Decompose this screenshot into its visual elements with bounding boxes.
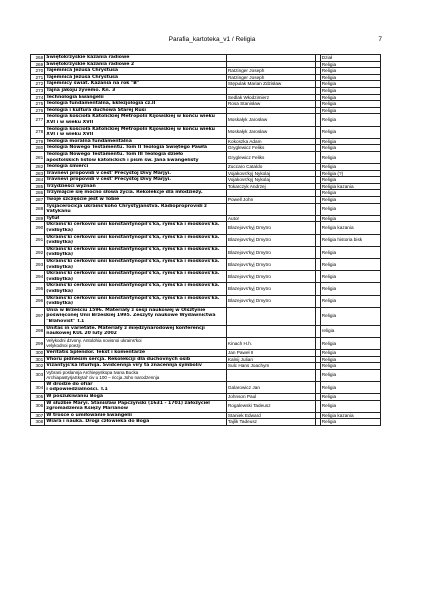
- book-title: [45, 394, 227, 401]
- book-title: [45, 400, 227, 412]
- book-title: [45, 177, 227, 184]
- book-title-line: Twoje szczęście jest w Tobie: [46, 197, 120, 203]
- book-category: Religia: [320, 94, 380, 101]
- book-title-line: (vidbytka): [46, 288, 74, 294]
- book-title: [45, 363, 227, 370]
- row-number: 274: [31, 94, 45, 101]
- row-number: 291: [31, 234, 45, 246]
- table-row: [31, 222, 381, 234]
- book-title: [45, 68, 227, 75]
- book-title-line: apostolskich listów katolickich i pism św. Jana Ewangelisty: [46, 157, 199, 163]
- table-row: [31, 394, 381, 401]
- book-title: [45, 349, 227, 356]
- catalog-table: [30, 54, 381, 426]
- book-title-line: Teologia moralna fundamentalna: [46, 138, 132, 144]
- book-title-line: Teologia Nowego Testamentu. Tom II Teologia Świętego Pawła: [46, 145, 207, 151]
- book-author: Moskałyk Jarosław: [226, 126, 315, 138]
- book-author: Galarowicz Jan: [226, 381, 315, 393]
- row-number: 285: [31, 183, 45, 190]
- book-title: [45, 170, 227, 177]
- book-category: Religia: [320, 419, 380, 426]
- row-number: 305: [31, 394, 45, 401]
- book-title: [45, 107, 227, 114]
- row-number: 308: [31, 419, 45, 426]
- book-title-line: W poszukiwaniu Boga: [46, 394, 104, 400]
- book-category: Religia: [320, 203, 380, 215]
- row-number: 284: [31, 177, 45, 184]
- book-category: Religia historia bisk: [320, 234, 380, 246]
- book-category: Religia: [320, 307, 380, 325]
- row-number: 287: [31, 197, 45, 204]
- row-number: 294: [31, 271, 45, 283]
- book-category: Religia kazania: [320, 183, 380, 190]
- table-row: [31, 107, 381, 114]
- book-category: Religia: [320, 215, 380, 222]
- book-title-line: Teologia śmierci: [46, 164, 89, 170]
- book-title: [45, 307, 227, 325]
- row-number: 306: [31, 400, 45, 412]
- book-title-line: "Blahovist" T.1: [46, 318, 85, 324]
- book-author: Kinach H.h.: [226, 337, 315, 349]
- book-category: Religia (?): [320, 170, 380, 177]
- table-row: [31, 203, 381, 215]
- book-category: Religia: [320, 74, 380, 81]
- book-title-line: XVI i w wieku XVII: [46, 132, 94, 138]
- book-category: Religia: [320, 107, 380, 114]
- row-number: 281: [31, 151, 45, 163]
- book-title: [45, 101, 227, 108]
- table-row: [31, 295, 381, 307]
- book-category: Religia: [320, 381, 380, 393]
- row-number: 299: [31, 337, 45, 349]
- table-row: [31, 94, 381, 101]
- book-title-line: (vidbytka): [46, 301, 74, 307]
- book-category: Religia: [320, 114, 380, 126]
- table-row: [31, 151, 381, 163]
- book-title: [45, 356, 227, 363]
- book-title: [45, 412, 227, 419]
- table-row: [31, 164, 381, 171]
- row-number: 286: [31, 190, 45, 197]
- book-category: Dział: [320, 55, 380, 62]
- book-category: Religia: [320, 190, 380, 197]
- page-header: [0, 36, 424, 48]
- book-title-line: Vybrani poslannja Archiepyskopa Ivana Bucka: [46, 369, 139, 375]
- book-title-line: velykodnoi poezji: [46, 343, 81, 349]
- book-author: Blazejovs'kyj Dmytro: [226, 259, 315, 271]
- table-row: [31, 170, 381, 177]
- book-category: Religia: [320, 101, 380, 108]
- book-author: Blazejovs'kyj Dmytro: [226, 246, 315, 258]
- table-row: [31, 197, 381, 204]
- book-title: [45, 259, 227, 271]
- book-author: Blazejovs'kyj Dmytro: [226, 271, 315, 283]
- book-category: Religia: [320, 295, 380, 307]
- book-author: [226, 55, 315, 62]
- book-author: Gryglewicz Feliks: [226, 151, 315, 163]
- book-title: [45, 419, 227, 426]
- book-title: [45, 55, 227, 62]
- row-number: 269: [31, 61, 45, 68]
- book-category: Religia: [320, 197, 380, 204]
- table-row: [31, 356, 381, 363]
- book-title-line: Ukrains'ki cerkovni unii konstantynopil's'ka, ryms'ka i moskovs'ka.: [46, 234, 220, 240]
- book-author: Kokoszka Adam: [226, 138, 315, 145]
- row-number: 288: [31, 203, 45, 215]
- book-category: Religia: [320, 81, 380, 88]
- table-row: [31, 400, 381, 412]
- book-title-line: W służbie Maryi. Stanisław Papczyński (1631 - 1701) założyciel: [46, 400, 210, 406]
- book-author: Kalnij Julian: [226, 356, 315, 363]
- book-category: Religia: [320, 356, 380, 363]
- book-title: [45, 164, 227, 171]
- book-author: Gryglewicz Feliks: [226, 145, 315, 152]
- book-author: [226, 87, 315, 94]
- row-number: 282: [31, 164, 45, 171]
- book-category: Religia: [320, 177, 380, 184]
- book-title: [45, 183, 227, 190]
- row-number: 273: [31, 87, 45, 94]
- book-author: Rosa Stanisław: [226, 101, 315, 108]
- book-title-line: Teologia Nowego Testamentu. Tom III Teologia dzieło: [46, 151, 184, 157]
- book-title-line: Teologia kościoła Katolickiej Metropolii Kijowskiej w końcu wieku: [46, 114, 215, 120]
- book-category: Religia: [320, 283, 380, 295]
- book-title-line: (vidbytka): [46, 276, 74, 282]
- book-title-line: Unitas in varietate. Materiały z międzynarodowej konferencji: [46, 325, 205, 331]
- table-row: [31, 183, 381, 190]
- row-number: 301: [31, 356, 45, 363]
- book-title-line: W drodze do ofiar: [46, 381, 93, 387]
- table-row: [31, 138, 381, 145]
- table-row: [31, 74, 381, 81]
- table-row: [31, 419, 381, 426]
- book-title: [45, 271, 227, 283]
- row-number: 271: [31, 74, 45, 81]
- table-row: [31, 114, 381, 126]
- row-number: 277: [31, 114, 45, 126]
- book-title-line: Trzymajcie się mocno słowa życia. Rekolekcje dla młodzieży.: [46, 190, 203, 196]
- book-author: Jan Paweł II: [226, 349, 315, 356]
- book-category: Religia: [320, 151, 380, 163]
- row-number: 307: [31, 412, 45, 419]
- book-title-line: Tajemnica Jezusa Chrystusa: [46, 68, 118, 74]
- book-title: [45, 283, 227, 295]
- table-row: [31, 177, 381, 184]
- table-row: [31, 369, 381, 381]
- book-author: Vojakovs'kyj Nykolaj: [226, 170, 315, 177]
- book-title: [45, 369, 227, 381]
- book-author: Powell John: [226, 197, 315, 204]
- row-number: 289: [31, 215, 45, 222]
- book-author: Ratzinger Joseph: [226, 68, 315, 75]
- book-title: [45, 203, 227, 215]
- book-title: [45, 234, 227, 246]
- book-title-line: Tajemnica Jezusa Chrystusa: [46, 74, 118, 80]
- book-title-line: Ukrains'ki cerkovni unii konstantynopil's'ka, ryms'ka i moskovs'ka.: [46, 271, 220, 277]
- book-author: [226, 307, 315, 325]
- book-title-line: (vidbytka): [46, 252, 74, 258]
- book-title: [45, 381, 227, 393]
- table-row: [31, 349, 381, 356]
- book-title-line: Travneví propovidi v cest' Precystoj Divy Marjyi.: [46, 170, 171, 176]
- book-title-line: (vidbytka): [46, 264, 74, 270]
- book-category: Religia: [320, 246, 380, 258]
- table-row: [31, 126, 381, 138]
- book-category: Religia: [320, 138, 380, 145]
- book-title-line: (vidbytka): [46, 240, 74, 246]
- book-title: [45, 87, 227, 94]
- book-title: [45, 215, 227, 222]
- row-number: 296: [31, 295, 45, 307]
- book-category: Religia: [320, 369, 380, 381]
- table-row: [31, 61, 381, 68]
- book-author: [226, 107, 315, 114]
- row-number: 300: [31, 349, 45, 356]
- row-number: 303: [31, 369, 45, 381]
- table-row: [31, 325, 381, 337]
- table-row: [31, 271, 381, 283]
- book-title-line: Ukrains'ki cerkovni unii konstantynopil's'ka, ryms'ka i moskovs'ka.: [46, 259, 220, 264]
- page-title: Parafia_kartoteka_v1 / Religia: [168, 36, 256, 43]
- book-title-line: ArchiapastyrjaSkytal' civ u 100 – riccja Joho narodzennja: [46, 375, 160, 381]
- row-number: 276: [31, 107, 45, 114]
- book-title-line: Unia w Brześciu 1596. Materiały z sesji naukowej w Olsztynie: [46, 307, 206, 313]
- book-title-line: Trzydzieści wyznań: [46, 183, 96, 189]
- row-number: 272: [31, 81, 45, 88]
- table-row: [31, 246, 381, 258]
- table-row: [31, 259, 381, 271]
- row-number: 304: [31, 381, 45, 393]
- table-row: [31, 190, 381, 197]
- book-author: [226, 190, 315, 197]
- book-category: Religia: [320, 126, 380, 138]
- book-title-line: Ukrains'ki cerkovni unii konstantynopil's'ka, ryms'ka i moskovs'ka.: [46, 295, 220, 301]
- row-number: 279: [31, 138, 45, 145]
- row-number: 297: [31, 307, 45, 325]
- book-author: [226, 203, 315, 215]
- book-title-line: naukowej KUL 20 luty 2002: [46, 331, 117, 337]
- book-title-line: i odpowiedzialności. T.1: [46, 387, 108, 393]
- book-title: [45, 337, 227, 349]
- page-number: 7: [378, 36, 382, 43]
- table-row: [31, 68, 381, 75]
- book-author: Zuccaro Cataldo: [226, 164, 315, 171]
- book-author: Blazejovs'kyj Dmytro: [226, 234, 315, 246]
- book-title-line: XVI i w wieku XVII: [46, 119, 94, 125]
- book-title: [45, 114, 227, 126]
- row-number: 268: [31, 55, 45, 62]
- book-title-line: Teologia i kultura duchowa Starej Rusi: [46, 107, 146, 113]
- book-author: Blazejovs'kyj Dmytro: [226, 283, 315, 295]
- book-title-line: Tytuł: [46, 215, 60, 221]
- table-row: [31, 145, 381, 152]
- book-author: Sulc Hans Joachym: [226, 363, 315, 370]
- row-number: 290: [31, 222, 45, 234]
- book-title-line: Travneví propovidi v cest' Precystoj Divy Marjyi.: [46, 177, 171, 183]
- table-row: [31, 412, 381, 419]
- book-title-line: poświęconej Unii Brzeskiej 1995. Zeszyty naukowe Wydawnictwa: [46, 313, 216, 319]
- book-title-line: Tajna jakoju zyvemo. Kn. 3: [46, 87, 116, 93]
- book-category: Religia: [320, 164, 380, 171]
- book-category: Religia kazania: [320, 412, 380, 419]
- book-title-line: Ukrains'ki cerkovni unii konstantynopil's'ka, ryms'ka i moskovs'ka.: [46, 283, 220, 289]
- book-title-line: Velykodni dzvony. Antolohia novisnoi ukrains'koi: [46, 337, 142, 343]
- table-row: [31, 283, 381, 295]
- book-author: Johnson Paul: [226, 394, 315, 401]
- book-author: [226, 325, 315, 337]
- book-author: Tajlik Tadeusz: [226, 419, 315, 426]
- row-number: 293: [31, 259, 45, 271]
- book-title-line: Wiara i nauka. Drogi człowieka do Boga: [46, 419, 150, 425]
- book-title-line: Vhoru pidnesim sercja. Rekolekciji dla duchovnych osib: [46, 356, 191, 362]
- book-title: [45, 222, 227, 234]
- book-category: Religia: [320, 145, 380, 152]
- book-title-line: W trosce o umiłowanie Ewangelii: [46, 412, 132, 418]
- book-category: Religia: [320, 400, 380, 412]
- book-category: religia: [320, 325, 380, 337]
- book-category: Religia: [320, 271, 380, 283]
- book-title: [45, 197, 227, 204]
- book-author: Blazejovs'kyj Dmytro: [226, 222, 315, 234]
- row-number: 283: [31, 170, 45, 177]
- book-title-line: Vatykanu: [46, 209, 71, 215]
- book-author: Vojakovs'kyj Nykolaj: [226, 177, 315, 184]
- book-title: [45, 74, 227, 81]
- book-category: Religia: [320, 68, 380, 75]
- book-title: [45, 126, 227, 138]
- book-title: [45, 81, 227, 88]
- table-row: [31, 363, 381, 370]
- book-title-line: zgromadzenia Księży Marianów: [46, 406, 128, 412]
- book-author: Staniek Edward: [226, 412, 315, 419]
- book-title: [45, 145, 227, 152]
- book-title-line: Świętokrzyskie kazania radiowe: [46, 55, 130, 60]
- row-number: 270: [31, 68, 45, 75]
- book-author: Rogalewski Tadeusz: [226, 400, 315, 412]
- book-title: [45, 151, 227, 163]
- table-row: [31, 215, 381, 222]
- row-number: 298: [31, 325, 45, 337]
- book-category: Religia kazania: [320, 222, 380, 234]
- book-category: Religia: [320, 259, 380, 271]
- book-title: [45, 325, 227, 337]
- book-author: [226, 61, 315, 68]
- book-title: [45, 61, 227, 68]
- book-title-line: Technologia Ewangelii: [46, 94, 104, 100]
- row-number: 292: [31, 246, 45, 258]
- book-author: Moskałyk Jarosław: [226, 114, 315, 126]
- book-title-line: Tajemnicy świat. Kazania na rok "B": [46, 81, 140, 87]
- table-row: [31, 101, 381, 108]
- table-row: [31, 337, 381, 349]
- book-author: Tokarczyk Andrzej: [226, 183, 315, 190]
- book-author: Ratzinger Joseph: [226, 74, 315, 81]
- table-row: [31, 381, 381, 393]
- book-category: Religia: [320, 337, 380, 349]
- book-title-line: Ukrains'ki cerkovni unii konstantynopil's'ka, ryms'ka i moskovs'ka.: [46, 246, 220, 252]
- book-title: [45, 295, 227, 307]
- table-row: [31, 81, 381, 88]
- book-author: Stępulak Marian Zdzisław: [226, 81, 315, 88]
- book-title: [45, 138, 227, 145]
- row-number: 280: [31, 145, 45, 152]
- row-number: 302: [31, 363, 45, 370]
- book-title-line: Tysjacerocicja ukrains'koho Chrystyjanstva. Radioproprovidi z: [46, 203, 207, 209]
- book-title-line: Teologia fundamentalna, Eklezjologia cz.II: [46, 101, 156, 107]
- book-author: Autor: [226, 215, 315, 222]
- table-row: [31, 87, 381, 94]
- table-row: [31, 234, 381, 246]
- book-category: Religia: [320, 349, 380, 356]
- table-row: [31, 55, 381, 62]
- book-category: Religia: [320, 394, 380, 401]
- book-category: Religia: [320, 87, 380, 94]
- book-category: Religia: [320, 363, 380, 370]
- book-title: [45, 94, 227, 101]
- book-author: Blazejovs'kyj Dmytro: [226, 295, 315, 307]
- catalog-table-body: [31, 55, 381, 426]
- book-author: [226, 369, 315, 381]
- book-title: [45, 190, 227, 197]
- book-title-line: Vizantyjs'ka liturhija. Svidcennja viry ta znacennja symboliv: [46, 363, 202, 369]
- book-title-line: Teologia kościoła Katolickiej Metropolii Kijowskiej w końcu wieku: [46, 126, 215, 132]
- book-title-line: Veritatis Splendor. Tekst i komentarze: [46, 349, 146, 355]
- row-number: 295: [31, 283, 45, 295]
- book-title-line: Ukrains'ki cerkovni unii konstantynopil's'ka, ryms'ka i moskovs'ka.: [46, 222, 220, 228]
- book-title-line: Świętokrzyskie kazania radiowe 2: [46, 61, 135, 67]
- book-author: Sedlak Włodzimierz: [226, 94, 315, 101]
- row-number: 278: [31, 126, 45, 138]
- book-title-line: (vidbytka): [46, 228, 74, 234]
- table-row: [31, 307, 381, 325]
- book-category: Religia: [320, 61, 380, 68]
- book-title: [45, 246, 227, 258]
- row-number: 275: [31, 101, 45, 108]
